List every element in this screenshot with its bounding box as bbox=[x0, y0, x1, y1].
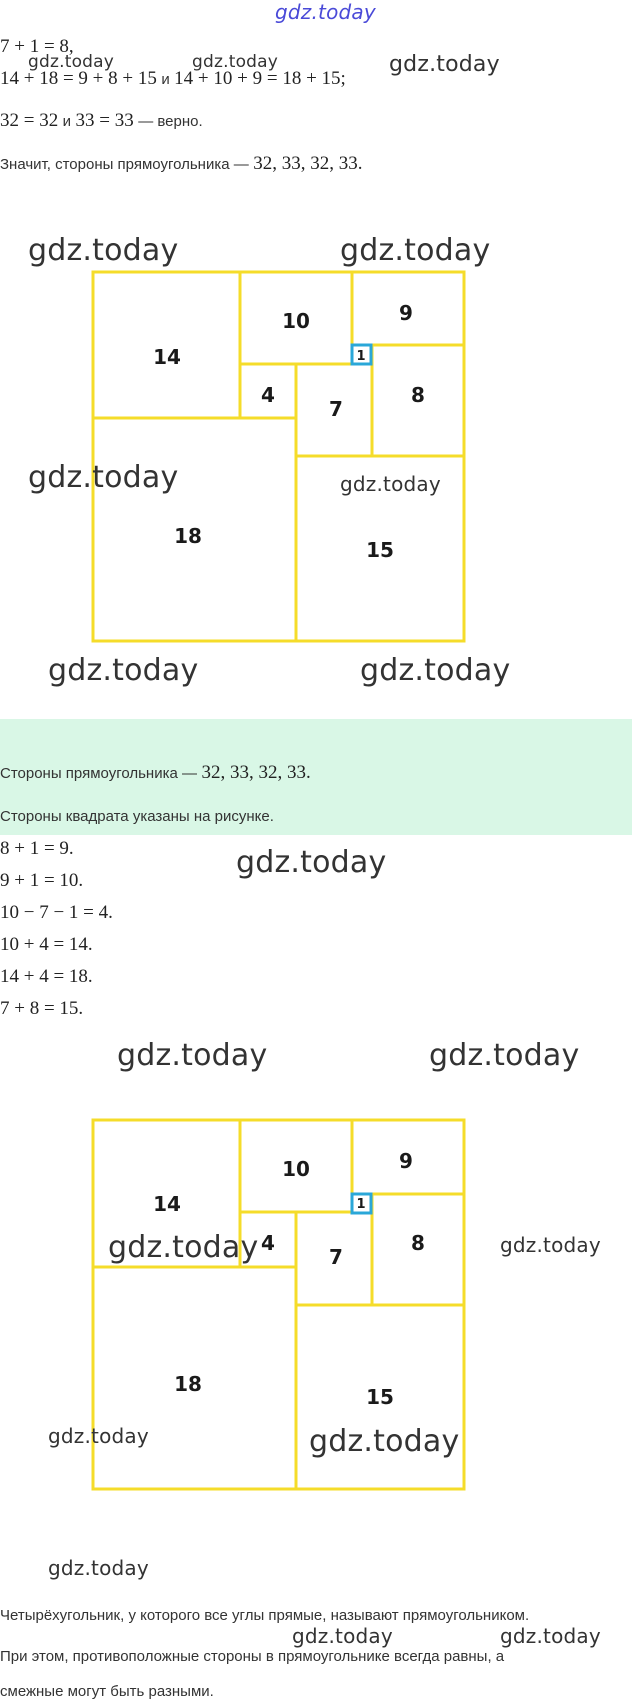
square-label-10: 10 bbox=[282, 309, 310, 333]
equation-4: 10 + 4 = 14. bbox=[0, 934, 93, 955]
answer-math: 32, 33, 32, 33. bbox=[201, 762, 311, 783]
watermark: gdz.today bbox=[48, 1424, 149, 1448]
equation-1: 8 + 1 = 9. bbox=[0, 838, 74, 859]
conclusion-math: 32, 33, 32, 33. bbox=[253, 153, 363, 174]
definition-line-3: смежные могут быть разными. bbox=[0, 1683, 214, 1700]
square-label-18: 18 bbox=[174, 1372, 202, 1396]
square-label-1: 1 bbox=[356, 349, 366, 364]
conjunction: и bbox=[62, 113, 72, 130]
verdict-text: — верно. bbox=[138, 113, 203, 130]
watermark: gdz.today bbox=[192, 52, 279, 72]
square-label-4: 4 bbox=[261, 383, 275, 407]
watermark: gdz.today bbox=[500, 1624, 601, 1648]
watermark: gdz.today bbox=[108, 1230, 259, 1265]
square-label-9: 9 bbox=[399, 1149, 413, 1173]
watermark: gdz.today bbox=[117, 1038, 268, 1073]
square-label-9: 9 bbox=[399, 301, 413, 325]
equation-left: 14 + 18 = 9 + 8 + 15 bbox=[0, 68, 157, 89]
watermark: gdz.today bbox=[48, 653, 199, 688]
equation-right: 14 + 10 + 9 = 18 + 15; bbox=[174, 68, 346, 89]
conjunction: и bbox=[161, 71, 170, 88]
square-label-15: 15 bbox=[366, 1385, 394, 1409]
answer-line-2: Стороны квадрата указаны на рисунке. bbox=[0, 808, 274, 825]
definition-line-1: Четырёхугольник, у которого все углы прямые, называют прямоугольником. bbox=[0, 1607, 530, 1624]
watermark: gdz.today bbox=[340, 472, 441, 496]
watermark: gdz.today bbox=[292, 1624, 393, 1648]
equation-left: 32 = 32 bbox=[0, 110, 59, 131]
watermark: gdz.today bbox=[340, 233, 491, 268]
watermark: gdz.today bbox=[236, 845, 387, 880]
equation-2: 9 + 1 = 10. bbox=[0, 870, 84, 891]
square-label-15: 15 bbox=[366, 538, 394, 562]
answer-text: Стороны прямоугольника — bbox=[0, 765, 197, 782]
square-label-7: 7 bbox=[329, 397, 343, 421]
square-label-14: 14 bbox=[153, 1192, 181, 1216]
equation-3: 10 − 7 − 1 = 4. bbox=[0, 902, 113, 923]
watermark: gdz.today bbox=[28, 233, 179, 268]
equation-line-1: 7 + 1 = 8, bbox=[0, 36, 74, 57]
watermark: gdz.today bbox=[429, 1038, 580, 1073]
equation-6: 7 + 8 = 15. bbox=[0, 998, 84, 1019]
definition-line-2: При этом, противоположные стороны в прямоугольнике всегда равны, а bbox=[0, 1648, 505, 1665]
square-label-8: 8 bbox=[411, 383, 425, 407]
watermark: gdz.today bbox=[48, 1556, 149, 1580]
watermark: gdz.today bbox=[360, 653, 511, 688]
square-label-8: 8 bbox=[411, 1231, 425, 1255]
square-label-18: 18 bbox=[174, 524, 202, 548]
square-label-7: 7 bbox=[329, 1245, 343, 1269]
square-label-14: 14 bbox=[153, 345, 181, 369]
header-watermark[interactable]: gdz.today bbox=[275, 0, 376, 24]
square-label-4: 4 bbox=[261, 1231, 275, 1255]
square-label-1: 1 bbox=[356, 1197, 366, 1212]
watermark: gdz.today bbox=[309, 1424, 460, 1459]
equation-right: 33 = 33 bbox=[75, 110, 134, 131]
conclusion-text: Значит, стороны прямоугольника — bbox=[0, 156, 249, 173]
watermark: gdz.today bbox=[389, 52, 500, 77]
watermark: gdz.today bbox=[28, 460, 179, 495]
equation-5: 14 + 4 = 18. bbox=[0, 966, 93, 987]
square-label-10: 10 bbox=[282, 1157, 310, 1181]
watermark: gdz.today bbox=[500, 1233, 601, 1257]
watermark: gdz.today bbox=[28, 52, 115, 72]
